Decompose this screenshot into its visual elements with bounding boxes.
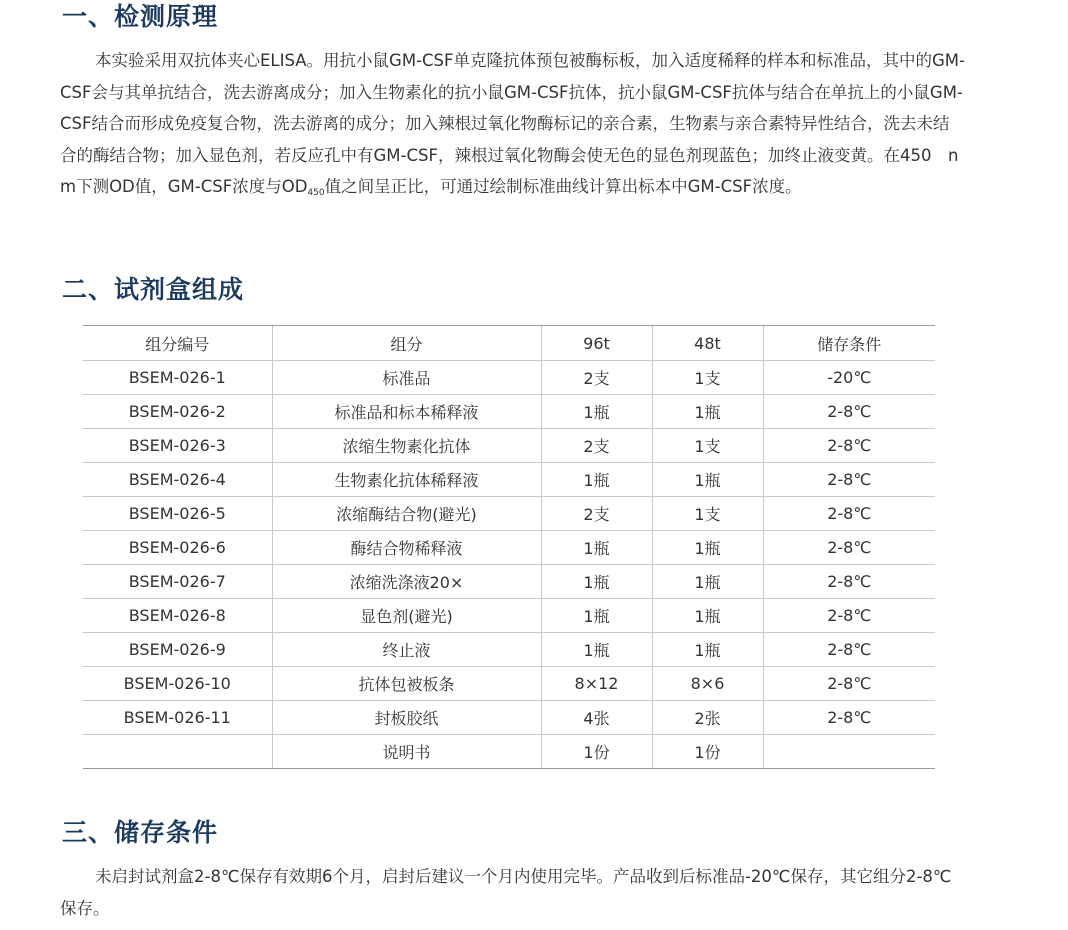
table-row xyxy=(83,599,935,633)
cell-component: 生物素化抗体稀释液 xyxy=(272,463,541,497)
cell-48t: 1支 xyxy=(652,361,763,395)
table-row xyxy=(83,463,935,497)
section-title-storage: 三、储存条件 xyxy=(62,818,219,847)
cell-96t: 1瓶 xyxy=(541,633,652,667)
table-row xyxy=(83,395,935,429)
principle-text-end: 值之间呈正比，可通过绘制标准曲线计算出标本中GM-CSF浓度。 xyxy=(324,177,802,196)
cell-96t: 1瓶 xyxy=(541,599,652,633)
table-row xyxy=(83,667,935,701)
cell-component-id: BSEM-026-5 xyxy=(83,497,272,531)
cell-48t: 8×6 xyxy=(652,667,763,701)
cell-96t: 2支 xyxy=(541,361,652,395)
table-body xyxy=(83,361,935,769)
cell-48t: 1瓶 xyxy=(652,395,763,429)
cell-storage: 2-8℃ xyxy=(763,463,935,497)
cell-storage: 2-8℃ xyxy=(763,395,935,429)
cell-component-id: BSEM-026-2 xyxy=(83,395,272,429)
cell-48t: 1支 xyxy=(652,429,763,463)
cell-96t: 1瓶 xyxy=(541,531,652,565)
cell-96t: 4张 xyxy=(541,701,652,735)
cell-component-id: BSEM-026-7 xyxy=(83,565,272,599)
cell-48t: 1瓶 xyxy=(652,599,763,633)
header-storage: 储存条件 xyxy=(763,326,935,361)
cell-96t: 8×12 xyxy=(541,667,652,701)
cell-component-id: BSEM-026-6 xyxy=(83,531,272,565)
cell-96t: 1瓶 xyxy=(541,463,652,497)
principle-paragraph xyxy=(60,45,965,203)
cell-component: 浓缩洗涤液20× xyxy=(272,565,541,599)
principle-text: 本实验采用双抗体夹心ELISA。用抗小鼠GM-CSF单克隆抗体预包被酶标板，加入适度稀释的样本和标准品，其中的GM-CSF会与其单抗结合，洗去游离成分；加入生物素化的抗小鼠GM-CSF抗体，抗小鼠GM-CSF抗体与结合在单抗上的小鼠GM-CSF结合而形成免疫复合物，洗去游离的成分；加入辣根过氧化物酶标记的亲合素，生物素与亲合素特异性结合，洗去未结合的酶结合物；加入显色剂，若反应孔中有GM-CSF，辣根过氧化物酶会使无色的显色剂现蓝色；加终止液变黄。在450 nm下测OD值，GM-CSF浓度与OD xyxy=(60,51,965,196)
header-96t: 96t xyxy=(541,326,652,361)
table-header-row xyxy=(83,326,935,361)
cell-96t: 2支 xyxy=(541,497,652,531)
cell-storage: 2-8℃ xyxy=(763,429,935,463)
cell-component-id: BSEM-026-11 xyxy=(83,701,272,735)
cell-48t: 1瓶 xyxy=(652,565,763,599)
cell-storage: 2-8℃ xyxy=(763,565,935,599)
cell-48t: 2张 xyxy=(652,701,763,735)
cell-96t: 1份 xyxy=(541,735,652,769)
table-row xyxy=(83,633,935,667)
table-row xyxy=(83,361,935,395)
storage-paragraph: 未启封试剂盒2-8℃保存有效期6个月，启封后建议一个月内使用完毕。产品收到后标准品-20℃保存，其它组分2-8℃保存。 xyxy=(60,867,952,918)
cell-storage: 2-8℃ xyxy=(763,667,935,701)
cell-storage: 2-8℃ xyxy=(763,531,935,565)
table-row xyxy=(83,531,935,565)
cell-component: 抗体包被板条 xyxy=(272,667,541,701)
cell-48t: 1份 xyxy=(652,735,763,769)
cell-48t: 1支 xyxy=(652,497,763,531)
cell-96t: 1瓶 xyxy=(541,395,652,429)
cell-48t: 1瓶 xyxy=(652,633,763,667)
cell-component: 说明书 xyxy=(272,735,541,769)
cell-96t: 1瓶 xyxy=(541,565,652,599)
cell-storage: 2-8℃ xyxy=(763,633,935,667)
cell-component-id: BSEM-026-4 xyxy=(83,463,272,497)
cell-storage: 2-8℃ xyxy=(763,701,935,735)
cell-component-id: BSEM-026-10 xyxy=(83,667,272,701)
cell-component: 酶结合物稀释液 xyxy=(272,531,541,565)
cell-component-id: BSEM-026-1 xyxy=(83,361,272,395)
cell-storage: 2-8℃ xyxy=(763,497,935,531)
cell-component: 终止液 xyxy=(272,633,541,667)
header-component-id: 组分编号 xyxy=(83,326,272,361)
table-row xyxy=(83,497,935,531)
table-row xyxy=(83,565,935,599)
cell-component-id: BSEM-026-3 xyxy=(83,429,272,463)
table-row xyxy=(83,429,935,463)
cell-component-id: BSEM-026-9 xyxy=(83,633,272,667)
od-wavelength-subscript: 450 xyxy=(307,188,325,198)
header-48t: 48t xyxy=(652,326,763,361)
cell-storage: -20℃ xyxy=(763,361,935,395)
cell-component-id: BSEM-026-8 xyxy=(83,599,272,633)
cell-component: 浓缩生物素化抗体 xyxy=(272,429,541,463)
cell-storage xyxy=(763,735,935,769)
table-row xyxy=(83,701,935,735)
cell-96t: 2支 xyxy=(541,429,652,463)
cell-component-id xyxy=(83,735,272,769)
cell-48t: 1瓶 xyxy=(652,531,763,565)
cell-component: 标准品 xyxy=(272,361,541,395)
section-title-principle: 一、检测原理 xyxy=(62,2,219,31)
header-component: 组分 xyxy=(272,326,541,361)
section-title-kit-composition: 二、试剂盒组成 xyxy=(62,275,245,304)
cell-48t: 1瓶 xyxy=(652,463,763,497)
cell-component: 封板胶纸 xyxy=(272,701,541,735)
kit-composition-table xyxy=(83,325,935,769)
cell-component: 标准品和标本稀释液 xyxy=(272,395,541,429)
cell-component: 显色剂(避光) xyxy=(272,599,541,633)
cell-storage: 2-8℃ xyxy=(763,599,935,633)
table-row xyxy=(83,735,935,769)
cell-component: 浓缩酶结合物(避光) xyxy=(272,497,541,531)
